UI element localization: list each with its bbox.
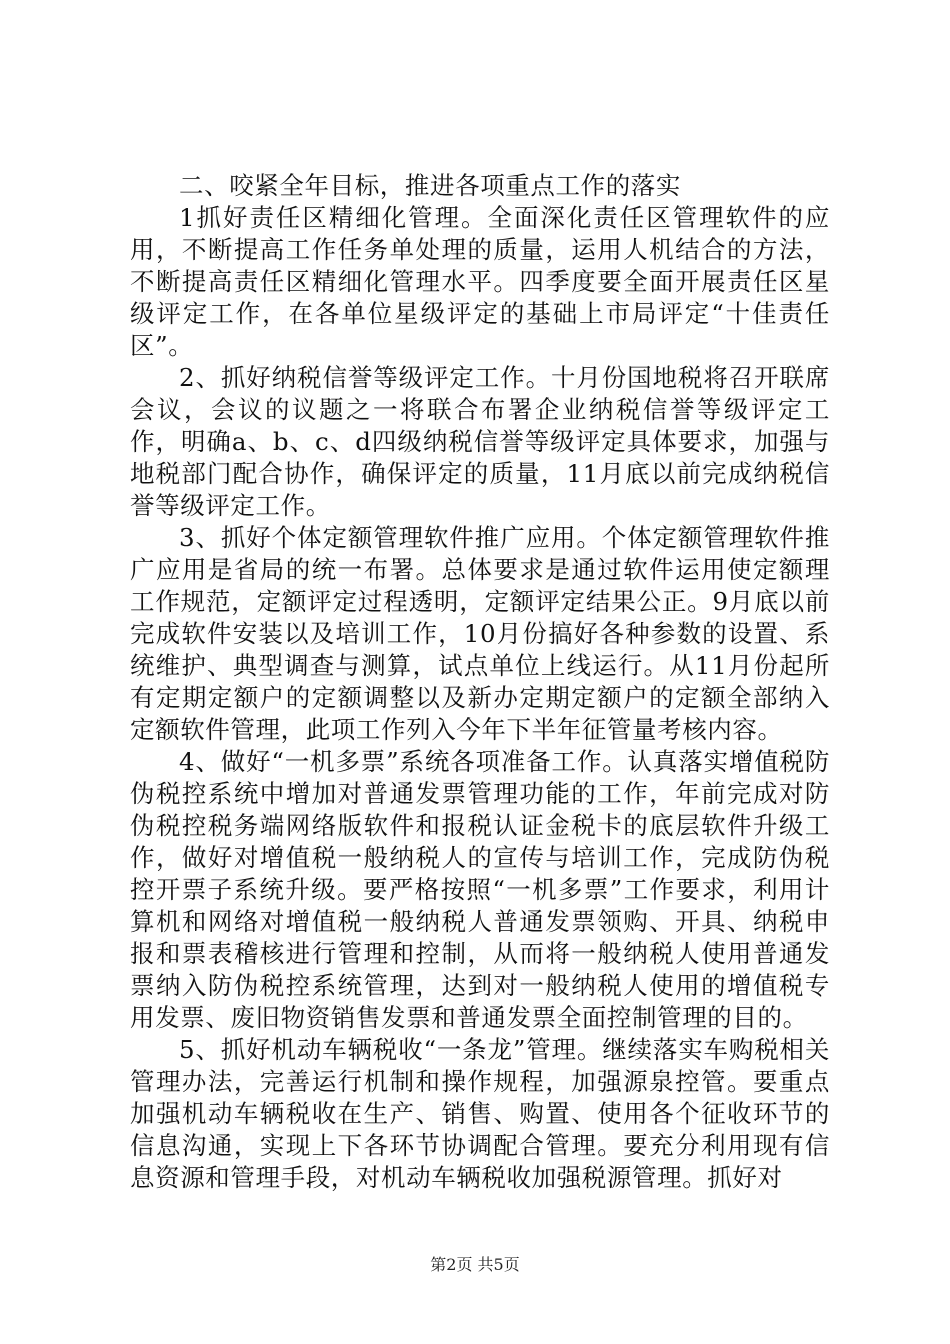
paragraph-1: 1抓好责任区精细化管理。全面深化责任区管理软件的应用，不断提高工作任务单处理的质量，运用人机结合的方法，不断提高责任区精细化管理水平。四季度要全面开展责任区星级评定工作，在各单位星级评定的基础上市局评定“十佳责任区”。 bbox=[130, 203, 830, 360]
paragraph-5: 5、抓好机动车辆税收“一条龙”管理。继续落实车购税相关管理办法，完善运行机制和操作规程，加强源泉控管。要重点加强机动车辆税收在生产、销售、购置、使用各个征收环节的信息沟通，实现上下各环节协调配合管理。要充分利用现有信息资源和管理手段，对机动车辆税收加强税源管理。抓好对 bbox=[130, 1035, 830, 1192]
paragraph-2: 2、抓好纳税信誉等级评定工作。十月份国地税将召开联席会议，会议的议题之一将联合布署企业纳税信誉等级评定工作，明确a、b、c、d四级纳税信誉等级评定具体要求，加强与地税部门配合协作，确保评定的质量，11月底以前完成纳税信誉等级评定工作。 bbox=[130, 363, 830, 520]
document-body bbox=[130, 170, 830, 1194]
section-heading: 二、咬紧全年目标，推进各项重点工作的落实 bbox=[179, 171, 681, 200]
page-number-footer: 第2页 共5页 bbox=[430, 1255, 520, 1274]
paragraph-3: 3、抓好个体定额管理软件推广应用。个体定额管理软件推广应用是省局的统一布署。总体要求是通过软件运用使定额理工作规范，定额评定过程透明，定额评定结果公正。9月底以前完成软件安装以及培训工作，10月份搞好各种参数的设置、系统维护、典型调查与测算，试点单位上线运行。从11月份起所有定期定额户的定额调整以及新办定期定额户的定额全部纳入定额软件管理，此项工作列入今年下半年征管量考核内容。 bbox=[130, 523, 830, 744]
paragraph-4: 4、做好“一机多票”系统各项准备工作。认真落实增值税防伪税控系统中增加对普通发票管理功能的工作，年前完成对防伪税控税务端网络版软件和报税认证金税卡的底层软件升级工作，做好对增值税一般纳税人的宣传与培训工作，完成防伪税控开票子系统升级。要严格按照“一机多票”工作要求，利用计算机和网络对增值税一般纳税人普通发票领购、开具、纳税申报和票表稽核进行管理和控制，从而将一般纳税人使用普通发票纳入防伪税控系统管理，达到对一般纳税人使用的增值税专用发票、废旧物资销售发票和普通发票全面控制管理的目的。 bbox=[130, 747, 830, 1032]
